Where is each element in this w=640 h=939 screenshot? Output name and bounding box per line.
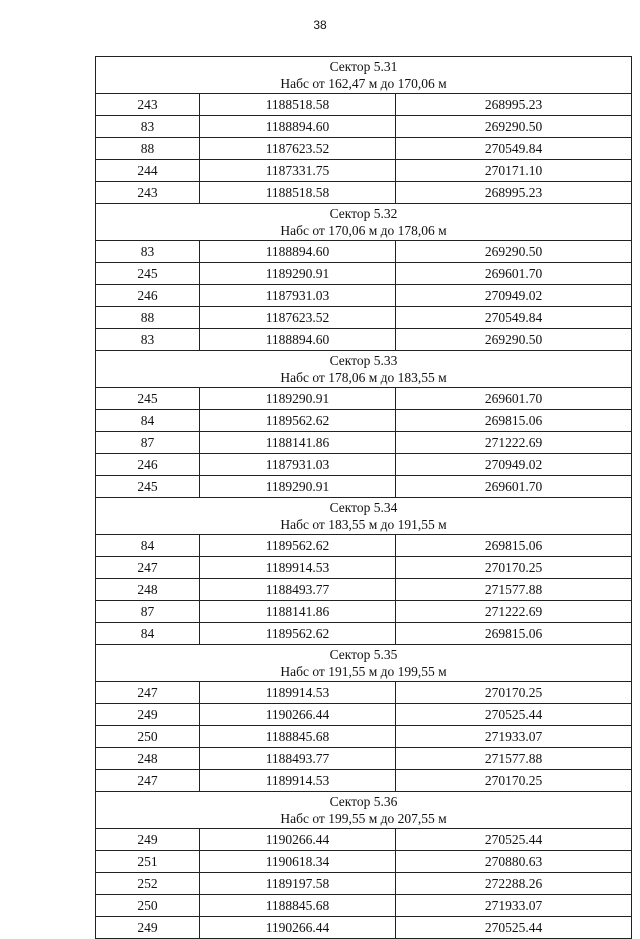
x-coordinate-cell: 1190266.44 <box>200 829 396 851</box>
table-row <box>96 138 632 160</box>
y-coordinate-cell: 270170.25 <box>396 682 632 704</box>
sector-header <box>96 645 632 682</box>
y-coordinate-cell: 270170.25 <box>396 770 632 792</box>
x-coordinate-cell: 1190266.44 <box>200 917 396 939</box>
point-number-cell: 243 <box>96 94 200 116</box>
y-coordinate-cell: 269601.70 <box>396 476 632 498</box>
sector-header-row <box>96 204 632 241</box>
x-coordinate-cell: 1189197.58 <box>200 873 396 895</box>
point-number-cell: 84 <box>96 535 200 557</box>
table-row <box>96 895 632 917</box>
sector-height-range: Набс от 183,55 м до 191,55 м <box>280 517 447 532</box>
x-coordinate-cell: 1187623.52 <box>200 307 396 329</box>
x-coordinate-cell: 1188518.58 <box>200 94 396 116</box>
point-number-cell: 245 <box>96 388 200 410</box>
page-number: 38 <box>313 18 327 32</box>
table-row <box>96 623 632 645</box>
x-coordinate-cell: 1189290.91 <box>200 388 396 410</box>
point-number-cell: 247 <box>96 770 200 792</box>
x-coordinate-cell: 1189562.62 <box>200 535 396 557</box>
table-row <box>96 535 632 557</box>
y-coordinate-cell: 270525.44 <box>396 829 632 851</box>
y-coordinate-cell: 271222.69 <box>396 601 632 623</box>
sector-height-range: Набс от 162,47 м до 170,06 м <box>280 76 447 91</box>
x-coordinate-cell: 1188845.68 <box>200 726 396 748</box>
point-number-cell: 250 <box>96 895 200 917</box>
x-coordinate-cell: 1189562.62 <box>200 623 396 645</box>
point-number-cell: 249 <box>96 917 200 939</box>
table-row <box>96 160 632 182</box>
x-coordinate-cell: 1187331.75 <box>200 160 396 182</box>
x-coordinate-cell: 1187623.52 <box>200 138 396 160</box>
point-number-cell: 246 <box>96 285 200 307</box>
point-number-cell: 246 <box>96 454 200 476</box>
table-row <box>96 770 632 792</box>
y-coordinate-cell: 269815.06 <box>396 410 632 432</box>
sector-height-range: Набс от 199,55 м до 207,55 м <box>280 811 447 826</box>
sector-header-row <box>96 351 632 388</box>
table-row <box>96 726 632 748</box>
point-number-cell: 83 <box>96 241 200 263</box>
sector-header <box>96 792 632 829</box>
y-coordinate-cell: 271577.88 <box>396 579 632 601</box>
table-row <box>96 307 632 329</box>
table-row <box>96 851 632 873</box>
table-row <box>96 557 632 579</box>
table-row <box>96 704 632 726</box>
x-coordinate-cell: 1190266.44 <box>200 704 396 726</box>
y-coordinate-cell: 270170.25 <box>396 557 632 579</box>
point-number-cell: 245 <box>96 263 200 285</box>
x-coordinate-cell: 1188518.58 <box>200 182 396 204</box>
table-row <box>96 432 632 454</box>
point-number-cell: 243 <box>96 182 200 204</box>
sector-title: Сектор 5.32 <box>329 206 398 221</box>
x-coordinate-cell: 1188141.86 <box>200 601 396 623</box>
table-row <box>96 116 632 138</box>
point-number-cell: 251 <box>96 851 200 873</box>
y-coordinate-cell: 270549.84 <box>396 307 632 329</box>
x-coordinate-cell: 1188894.60 <box>200 329 396 351</box>
y-coordinate-cell: 272288.26 <box>396 873 632 895</box>
sector-height-range: Набс от 191,55 м до 199,55 м <box>280 664 447 679</box>
point-number-cell: 247 <box>96 557 200 579</box>
sector-header-row <box>96 645 632 682</box>
y-coordinate-cell: 269815.06 <box>396 623 632 645</box>
y-coordinate-cell: 269815.06 <box>396 535 632 557</box>
table-row <box>96 476 632 498</box>
point-number-cell: 87 <box>96 432 200 454</box>
y-coordinate-cell: 270549.84 <box>396 138 632 160</box>
table-row <box>96 94 632 116</box>
table-row <box>96 873 632 895</box>
y-coordinate-cell: 269290.50 <box>396 329 632 351</box>
table-row <box>96 454 632 476</box>
y-coordinate-cell: 271933.07 <box>396 726 632 748</box>
sector-height-range: Набс от 178,06 м до 183,55 м <box>280 370 447 385</box>
point-number-cell: 88 <box>96 307 200 329</box>
table-row <box>96 241 632 263</box>
sector-header-row <box>96 792 632 829</box>
sector-header <box>96 351 632 388</box>
point-number-cell: 245 <box>96 476 200 498</box>
table-row <box>96 748 632 770</box>
table-row <box>96 829 632 851</box>
point-number-cell: 244 <box>96 160 200 182</box>
y-coordinate-cell: 271577.88 <box>396 748 632 770</box>
coordinates-table <box>95 56 632 939</box>
point-number-cell: 250 <box>96 726 200 748</box>
y-coordinate-cell: 269290.50 <box>396 116 632 138</box>
x-coordinate-cell: 1189914.53 <box>200 682 396 704</box>
x-coordinate-cell: 1189562.62 <box>200 410 396 432</box>
point-number-cell: 248 <box>96 579 200 601</box>
sector-header-row <box>96 57 632 94</box>
y-coordinate-cell: 270525.44 <box>396 704 632 726</box>
table-row <box>96 285 632 307</box>
table-row <box>96 601 632 623</box>
y-coordinate-cell: 270171.10 <box>396 160 632 182</box>
y-coordinate-cell: 268995.23 <box>396 182 632 204</box>
sector-header-row <box>96 498 632 535</box>
sector-title: Сектор 5.31 <box>329 59 398 74</box>
point-number-cell: 84 <box>96 410 200 432</box>
table-row <box>96 579 632 601</box>
y-coordinate-cell: 269290.50 <box>396 241 632 263</box>
y-coordinate-cell: 270949.02 <box>396 285 632 307</box>
point-number-cell: 247 <box>96 682 200 704</box>
point-number-cell: 249 <box>96 829 200 851</box>
y-coordinate-cell: 271933.07 <box>396 895 632 917</box>
sector-title: Сектор 5.34 <box>329 500 398 515</box>
x-coordinate-cell: 1189914.53 <box>200 557 396 579</box>
table-row <box>96 263 632 285</box>
y-coordinate-cell: 271222.69 <box>396 432 632 454</box>
sector-title: Сектор 5.36 <box>329 794 398 809</box>
y-coordinate-cell: 270525.44 <box>396 917 632 939</box>
point-number-cell: 87 <box>96 601 200 623</box>
table-row <box>96 410 632 432</box>
y-coordinate-cell: 268995.23 <box>396 94 632 116</box>
point-number-cell: 84 <box>96 623 200 645</box>
point-number-cell: 88 <box>96 138 200 160</box>
sector-height-range: Набс от 170,06 м до 178,06 м <box>280 223 447 238</box>
point-number-cell: 248 <box>96 748 200 770</box>
x-coordinate-cell: 1188894.60 <box>200 116 396 138</box>
x-coordinate-cell: 1188493.77 <box>200 748 396 770</box>
table-row <box>96 388 632 410</box>
table-row <box>96 682 632 704</box>
y-coordinate-cell: 269601.70 <box>396 388 632 410</box>
x-coordinate-cell: 1187931.03 <box>200 285 396 307</box>
table-row <box>96 917 632 939</box>
x-coordinate-cell: 1189914.53 <box>200 770 396 792</box>
y-coordinate-cell: 270880.63 <box>396 851 632 873</box>
coordinates-table-body <box>96 57 632 939</box>
table-row <box>96 329 632 351</box>
sector-title: Сектор 5.35 <box>329 647 398 662</box>
x-coordinate-cell: 1187931.03 <box>200 454 396 476</box>
x-coordinate-cell: 1190618.34 <box>200 851 396 873</box>
sector-header <box>96 204 632 241</box>
x-coordinate-cell: 1188141.86 <box>200 432 396 454</box>
point-number-cell: 249 <box>96 704 200 726</box>
point-number-cell: 83 <box>96 116 200 138</box>
y-coordinate-cell: 270949.02 <box>396 454 632 476</box>
x-coordinate-cell: 1188493.77 <box>200 579 396 601</box>
point-number-cell: 83 <box>96 329 200 351</box>
sector-header <box>96 57 632 94</box>
x-coordinate-cell: 1189290.91 <box>200 263 396 285</box>
x-coordinate-cell: 1188894.60 <box>200 241 396 263</box>
table-row <box>96 182 632 204</box>
point-number-cell: 252 <box>96 873 200 895</box>
x-coordinate-cell: 1188845.68 <box>200 895 396 917</box>
sector-header <box>96 498 632 535</box>
x-coordinate-cell: 1189290.91 <box>200 476 396 498</box>
y-coordinate-cell: 269601.70 <box>396 263 632 285</box>
sector-title: Сектор 5.33 <box>329 353 398 368</box>
